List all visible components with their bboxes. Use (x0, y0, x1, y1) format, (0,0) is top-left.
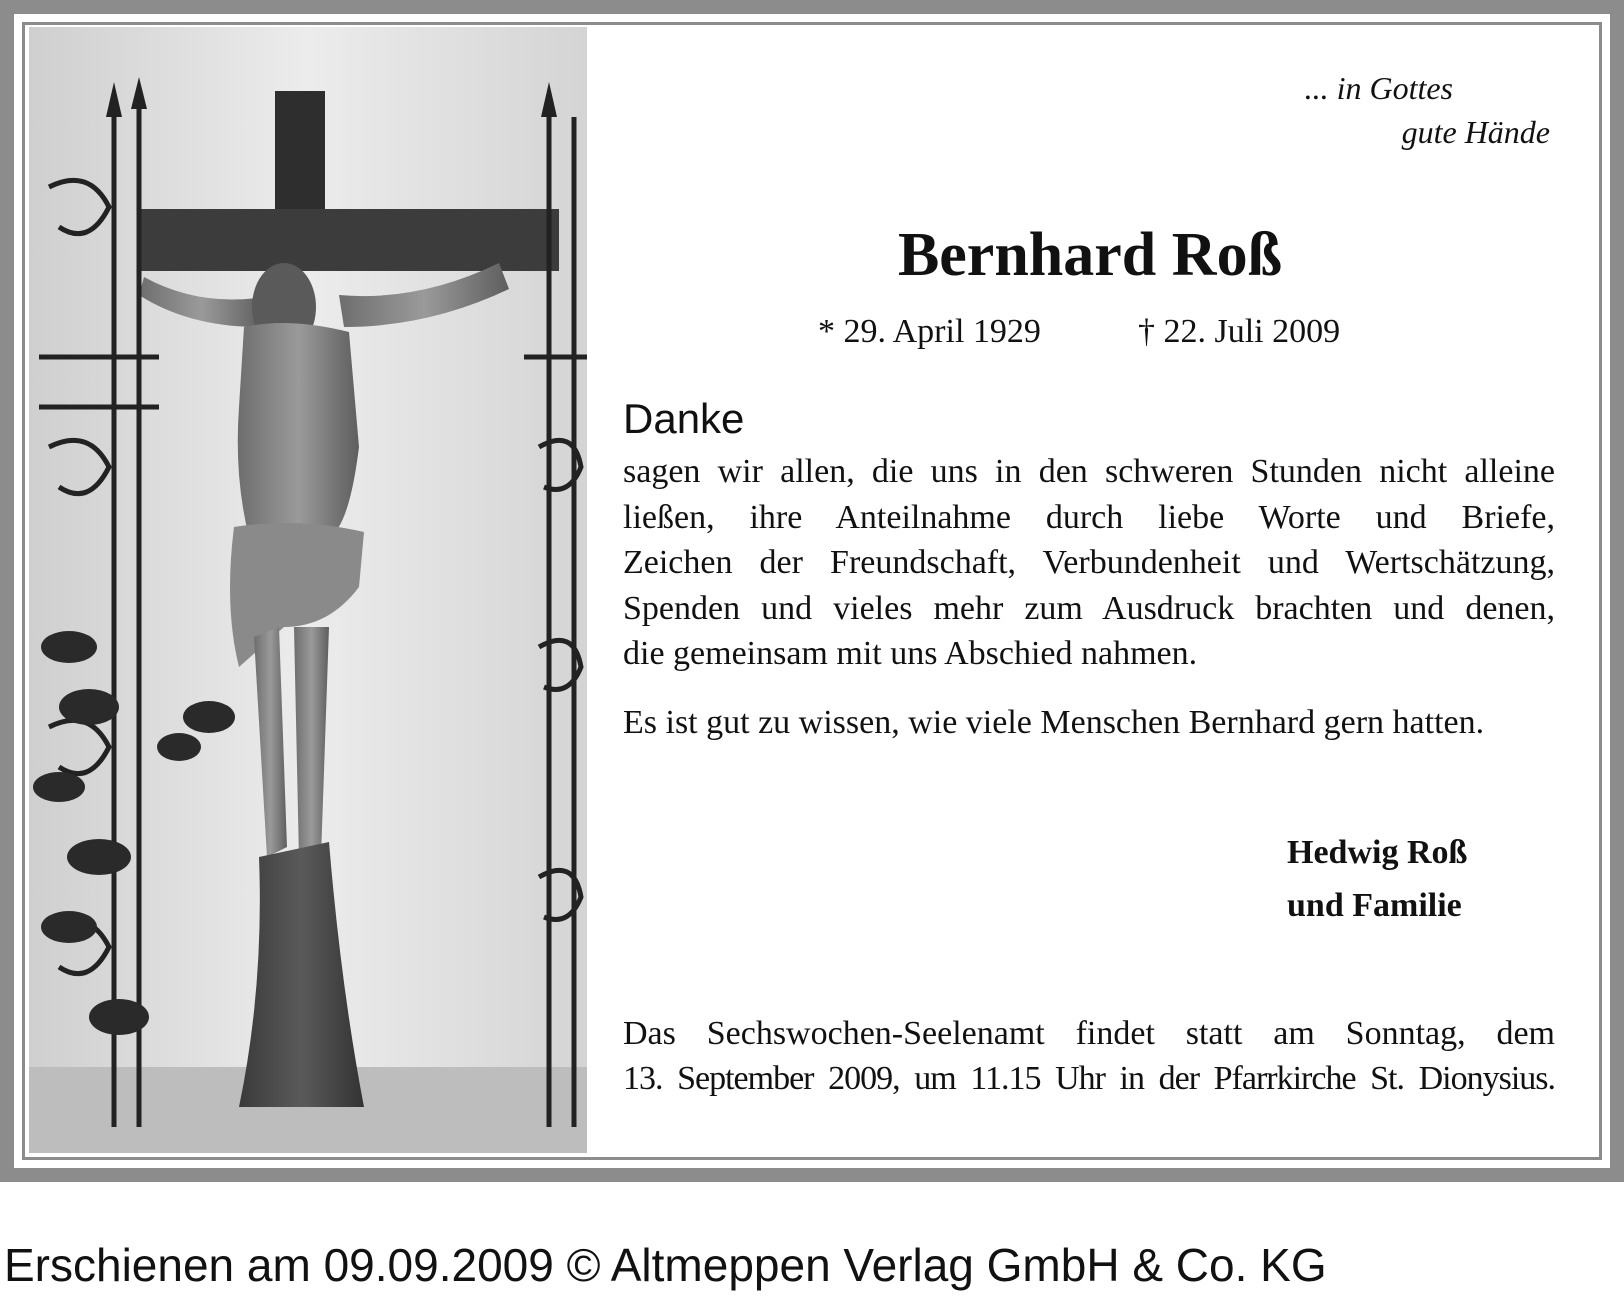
publication-footer: Erschienen am 09.09.2009 © Altmeppen Verlag GmbH & Co. KG (4, 1239, 1327, 1291)
thanks-heading: Danke (623, 395, 745, 442)
service-line-2: 13. September 2009, um 11.15 Uhr in der Pfarrkirche St. Dionysius. (623, 1060, 1555, 1097)
thanks-line: Zeichen der Freundschaft, Verbundenheit und Wertschätzung, (623, 544, 1555, 581)
motto-line-2: gute Hände (1401, 114, 1550, 150)
birth-date: * 29. April 1929 (818, 313, 1041, 350)
thanks-line: Spenden und vieles mehr zum Ausdruck brachten und denen, (623, 589, 1555, 627)
signature-line-1: Hedwig Roß (1287, 834, 1468, 871)
thanks-paragraph (623, 449, 1555, 677)
memorial-service-notice (623, 1011, 1555, 1101)
thanks-line: sagen wir allen, die uns in den schweren Stunden nicht alleine (623, 453, 1555, 490)
motto (1180, 66, 1550, 154)
signature (1287, 826, 1467, 932)
signature-line-2: und Familie (1287, 887, 1462, 924)
closing-sentence: Es ist gut zu wissen, wie viele Menschen Bernhard gern hatten. (623, 704, 1485, 741)
service-line-1: Das Sechswochen-Seelenamt findet statt am Sonntag, dem (623, 1015, 1555, 1052)
motto-line-1: ... in Gottes (1304, 70, 1453, 106)
death-date: † 22. Juli 2009 (1138, 313, 1341, 350)
deceased-name: Bernhard Roß (897, 221, 1283, 289)
thanks-line: ließen, ihre Anteilnahme durch liebe Worte und Briefe, (623, 498, 1555, 536)
thanks-line: die gemeinsam mit uns Abschied nahmen. (623, 635, 1198, 672)
crucifix-photo (29, 27, 587, 1153)
